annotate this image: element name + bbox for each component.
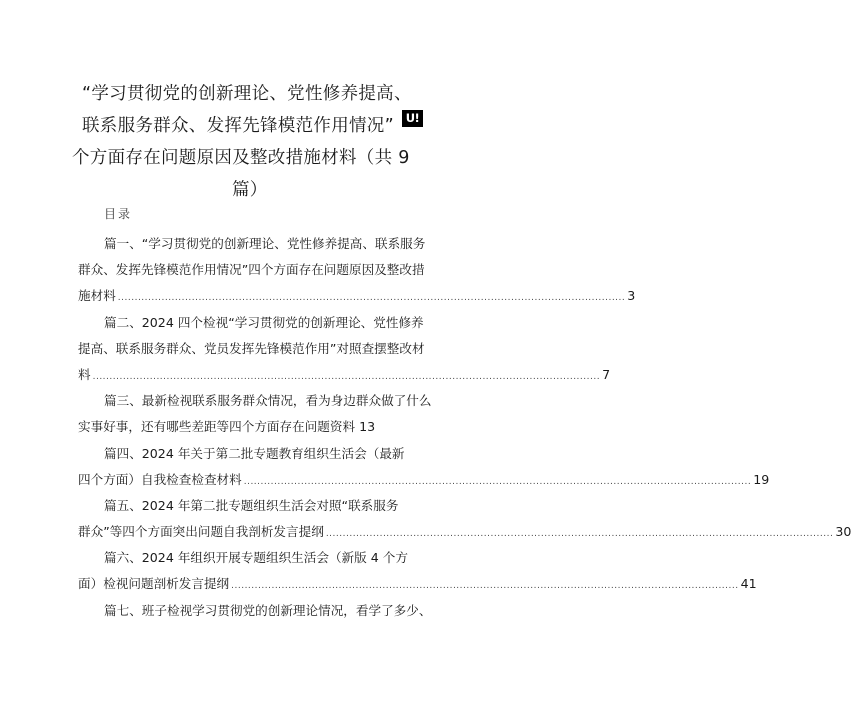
toc-entry-5-line-2[interactable]: 群众”等四个方面突出问题自我剖析发言提纲 ....................................................................................................................................................... 30	[78, 523, 434, 543]
toc-entry-3-line-1[interactable]: 篇三、最新检视联系服务群众情况，看为身边群众做了什么	[104, 393, 432, 408]
dot-leader: .......................................................................................................................................................	[243, 477, 752, 487]
toc-entry-2-line-3[interactable]: 料 ....................................................................................................................................................... 7	[78, 366, 434, 386]
dot-leader: .......................................................................................................................................................	[117, 293, 626, 303]
dot-leader: .......................................................................................................................................................	[92, 372, 601, 382]
dot-leader: .......................................................................................................................................................	[325, 529, 834, 539]
toc-entry-3-line-2[interactable]: 实事好事，还有哪些差距等四个方面存在问题资料 13	[78, 419, 376, 434]
toc-entry-4-line-2[interactable]: 四个方面）自我检查检查材料 ....................................................................................................................................................... 19	[78, 471, 434, 491]
toc-page-number: 7	[602, 367, 611, 382]
toc-heading: 目录	[104, 207, 133, 221]
toc-entry-7-line-1[interactable]: 篇七、班子检视学习贯彻党的创新理论情况，看学了多少、	[104, 603, 432, 618]
badge-logo: U!	[402, 110, 423, 127]
document-title-line-2: 联系服务群众、发挥先锋模范作用情况”	[82, 116, 394, 136]
toc-entry-1-line-1[interactable]: 篇一、“学习贯彻党的创新理论、党性修养提高、联系服务	[104, 236, 426, 251]
document-title-line-4: 篇）	[232, 180, 268, 200]
toc-page-number: 3	[627, 288, 636, 303]
toc-entry-6-line-2[interactable]: 面）检视问题剖析发言提纲 ....................................................................................................................................................... 41	[78, 575, 434, 595]
toc-page-number: 19	[753, 472, 770, 487]
toc-entry-2-line-1[interactable]: 篇二、2024 四个检视“学习贯彻党的创新理论、党性修养	[104, 315, 424, 330]
toc-page-number: 41	[740, 576, 757, 591]
document-title-line-3: 个方面存在问题原因及整改措施材料（共 9	[72, 148, 410, 168]
toc-entry-6-line-1[interactable]: 篇六、2024 年组织开展专题组织生活会（新版 4 个方	[104, 550, 408, 565]
toc-entry-4-line-1[interactable]: 篇四、2024 年关于第二批专题教育组织生活会（最新	[104, 446, 405, 461]
toc-entry-1-line-3[interactable]: 施材料 ....................................................................................................................................................... 3	[78, 287, 434, 307]
document-title-line-1: “学习贯彻党的创新理论、党性修养提高、	[82, 84, 412, 104]
toc-entry-5-line-1[interactable]: 篇五、2024 年第二批专题组织生活会对照“联系服务	[104, 498, 399, 513]
toc-page-number: 30	[835, 524, 851, 539]
toc-entry-2-line-2[interactable]: 提高、联系服务群众、党员发挥先锋模范作用”对照查摆整改材	[78, 341, 425, 356]
toc-entry-1-line-2[interactable]: 群众、发挥先锋模范作用情况”四个方面存在问题原因及整改措	[78, 262, 425, 277]
dot-leader: .......................................................................................................................................................	[231, 581, 739, 591]
